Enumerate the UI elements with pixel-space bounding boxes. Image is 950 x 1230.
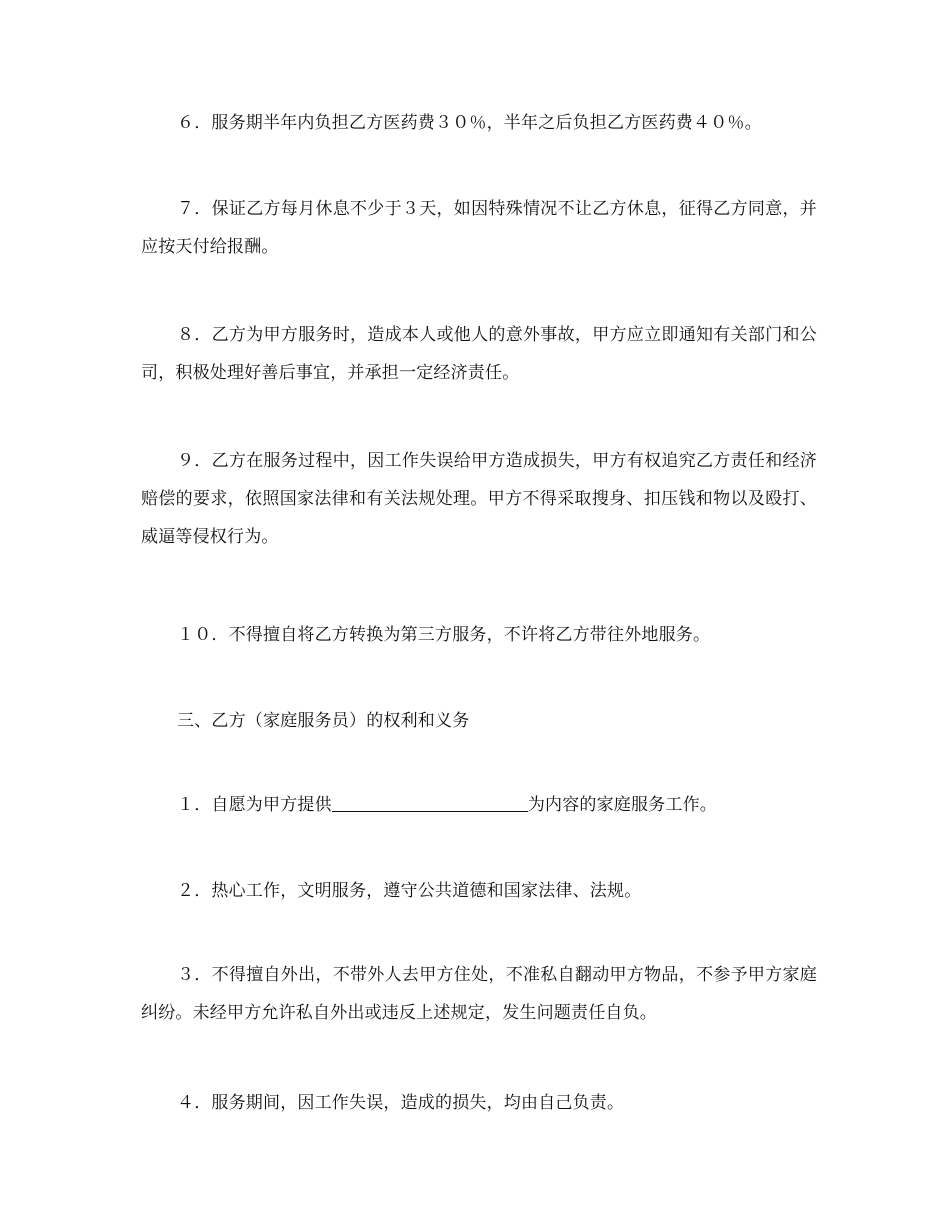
clause-10-text: １０．不得擅自将乙方转换为第三方服务，不许将乙方带往外地服务。 [177, 625, 711, 645]
clause-8-paragraph [141, 316, 817, 392]
section-3-heading-text: 三、乙方（家庭服务员）的权利和义务 [177, 711, 470, 731]
clause-9-text: ９．乙方在服务过程中，因工作失误给甲方造成损失，甲方有权追究乙方责任和经济赔偿的要求，依照国家法律和有关法规处理。甲方不得采取搜身、扣压钱和物以及殴打、威逼等侵权行为。 [141, 451, 817, 547]
fill-in-blank-line[interactable] [332, 793, 528, 812]
party-b-clause-4-paragraph [141, 1084, 817, 1122]
clause-7-text: ７．保证乙方每月休息不少于３天，如因特殊情况不让乙方休息，征得乙方同意，并应按天付给报酬。 [141, 199, 817, 257]
party-b-clause-1-paragraph [141, 786, 817, 824]
clause-6-paragraph [141, 104, 817, 142]
party-b-clause-2-text: ２．热心工作，文明服务，遵守公共道德和国家法律、法规。 [177, 881, 642, 901]
clause-10-paragraph [141, 616, 817, 654]
party-b-clause-1-text-before: １．自愿为甲方提供 [177, 795, 332, 815]
clause-8-text: ８．乙方为甲方服务时，造成本人或他人的意外事故，甲方应立即通知有关部门和公司，积极处理好善后事宜，并承担一定经济责任。 [141, 325, 817, 383]
party-b-clause-3-text: ３．不得擅自外出，不带外人去甲方住处，不准私自翻动甲方物品，不参予甲方家庭纠纷。未经甲方允许私自外出或违反上述规定，发生问题责任自负。 [141, 965, 817, 1023]
clause-6-text: ６．服务期半年内负担乙方医药费３０％，半年之后负担乙方医药费４０％。 [177, 113, 762, 133]
party-b-clause-2-paragraph [141, 872, 817, 910]
party-b-clause-3-paragraph [141, 956, 817, 1032]
party-b-clause-4-text: ４．服务期间，因工作失误，造成的损失，均由自己负责。 [177, 1093, 625, 1113]
party-b-clause-1-text-after: 为内容的家庭服务工作。 [527, 795, 718, 815]
section-3-heading [141, 702, 817, 740]
clause-7-paragraph [141, 190, 817, 266]
clause-9-paragraph [141, 442, 817, 556]
